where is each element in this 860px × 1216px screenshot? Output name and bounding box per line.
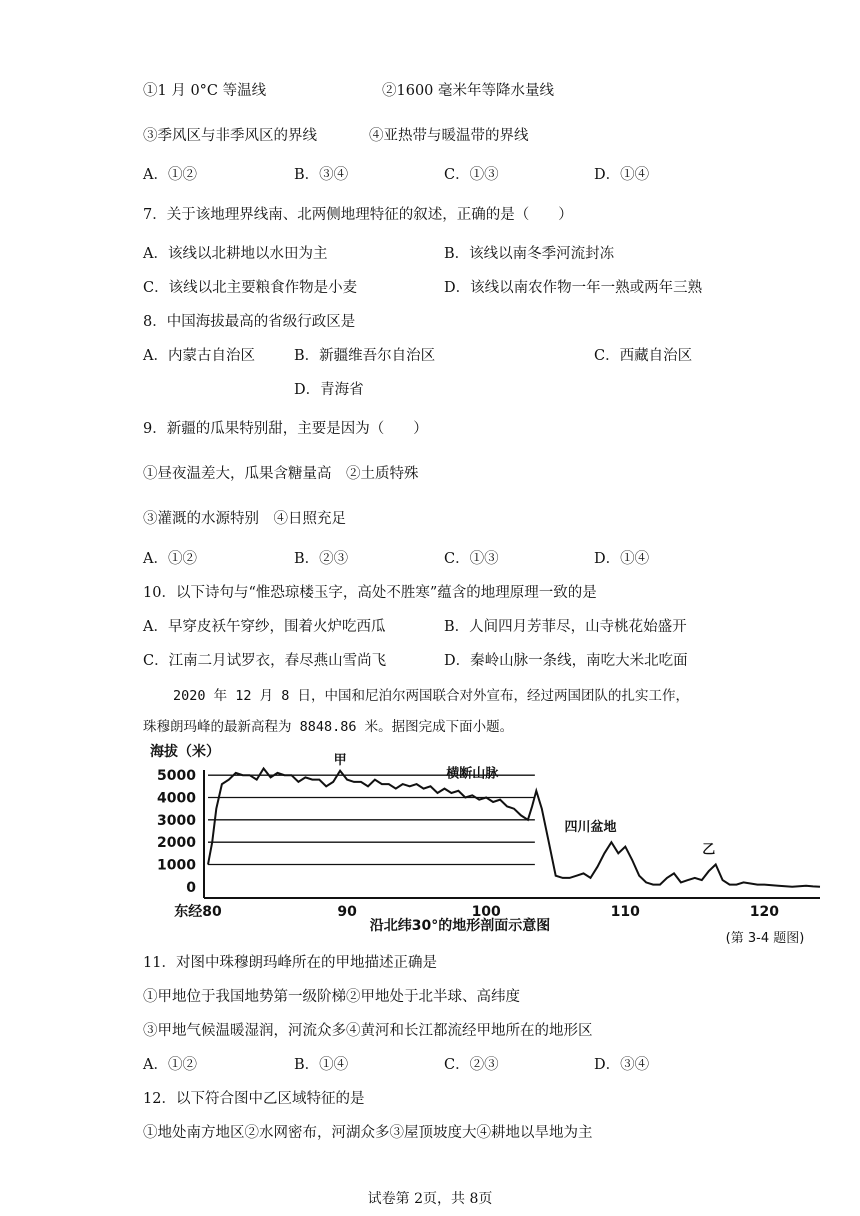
q11-option-c[interactable]: C．②③ (444, 1057, 499, 1073)
q6-option-c[interactable]: C．①③ (444, 167, 499, 183)
q7-option-d[interactable]: D．该线以南农作物一年一熟或两年三熟 (444, 280, 703, 296)
q9-stem: 9．新疆的瓜果特别甜，主要是因为（ ） (143, 421, 428, 437)
q9-option-d[interactable]: D．①④ (594, 551, 650, 567)
q10-option-c[interactable]: C．江南二月试罗衣，春尽燕山雪尚飞 (143, 653, 387, 669)
q11-stem: 11．对图中珠穆朗玛峰所在的甲地描述正确是 (143, 955, 437, 971)
page-footer: 试卷第 2页，共 8页 (367, 1191, 493, 1207)
y-tick-label: 4000 (157, 790, 196, 807)
q9-option-b[interactable]: B．②③ (294, 551, 349, 567)
q7-option-b[interactable]: B．该线以南冬季河流封冻 (444, 246, 615, 262)
q12-stem: 12．以下符合图中乙区域特征的是 (143, 1091, 365, 1107)
q11-option-d[interactable]: D．③④ (594, 1057, 650, 1073)
y-tick-label: 1000 (157, 857, 196, 874)
q8-stem: 8．中国海拔最高的省级行政区是 (143, 314, 356, 330)
q12-item-line-1: ①地处南方地区②水网密布，河湖众多③屋顶坡度大④耕地以旱地为主 (143, 1125, 593, 1141)
chart-caption: (第 3-4 题图) (725, 931, 805, 945)
q6-item-3: ③季风区与非季风区的界线 (143, 128, 317, 144)
passage-line-2: 珠穆朗玛峰的最新高程为 8848.86 米。据图完成下面小题。 (143, 719, 514, 735)
y-tick-label: 3000 (157, 812, 196, 829)
q9-option-a[interactable]: A．①② (143, 551, 197, 567)
q7-stem: 7．关于该地理界线南、北两侧地理特征的叙述，正确的是（ ） (143, 207, 573, 223)
q6-option-a[interactable]: A．①② (143, 167, 197, 183)
y-axis-label: 海拔（米） (150, 744, 220, 760)
q10-stem: 10．以下诗句与“惟恐琼楼玉字，高处不胜寒”蕴含的地理原理一致的是 (143, 585, 597, 601)
x-tick-label: 东经80 (174, 904, 222, 920)
q7-option-a[interactable]: A．该线以北耕地以水田为主 (143, 246, 328, 262)
q8-option-d[interactable]: D．青海省 (294, 382, 364, 398)
q10-option-a[interactable]: A．早穿皮袄午穿纱，围着火炉吃西瓜 (143, 619, 386, 635)
q11-option-b[interactable]: B．①④ (294, 1057, 349, 1073)
q10-option-b[interactable]: B．人间四月芳菲尽，山寺桃花始盛开 (444, 619, 687, 635)
annotation-label: 甲 (333, 753, 347, 768)
x-tick-label: 100 (471, 904, 501, 920)
q11-item-line-2: ③甲地气候温暖湿润，河流众多④黄河和长江都流经甲地所在的地形区 (143, 1023, 593, 1039)
annotation-label: 四川盆地 (564, 820, 617, 835)
terrain-profile-chart (140, 740, 830, 945)
q8-option-b[interactable]: B．新疆维吾尔自治区 (294, 348, 436, 364)
x-tick-label: 120 (749, 904, 779, 920)
q11-option-a[interactable]: A．①② (143, 1057, 197, 1073)
q8-option-a[interactable]: A．内蒙古自治区 (143, 348, 255, 364)
q6-option-d[interactable]: D．①④ (594, 167, 650, 183)
chart-title: 沿北纬30°的地形剖面示意图 (369, 918, 551, 934)
y-tick-labels (157, 768, 196, 896)
passage-line-1: 2020 年 12 月 8 日，中国和尼泊尔两国联合对外宣布，经过两国团队的扎实工作， (173, 688, 690, 704)
x-tick-label: 110 (610, 904, 640, 920)
q6-item-1: ①1 月 0°C 等温线 (143, 83, 267, 99)
y-tick-label: 5000 (157, 768, 196, 785)
q6-option-b[interactable]: B．③④ (294, 167, 349, 183)
q6-item-4: ④亚热带与暖温带的界线 (369, 128, 529, 144)
y-tick-label: 2000 (157, 835, 196, 852)
q8-option-c[interactable]: C．西藏自治区 (594, 348, 693, 364)
chart-grid (208, 775, 535, 864)
annotation-label: 横断山脉 (446, 766, 499, 782)
q9-item-line-1: ①昼夜温差大，瓜果含糖量高 ②土质特殊 (143, 466, 419, 482)
q9-item-line-2: ③灌溉的水源特别 ④日照充足 (143, 511, 346, 527)
q6-item-2: ②1600 毫米年等降水量线 (382, 83, 555, 99)
annotation-label: 乙 (702, 842, 716, 858)
q10-option-d[interactable]: D．秦岭山脉一条线，南吃大米北吃面 (444, 653, 688, 669)
q11-item-line-1: ①甲地位于我国地势第一级阶梯②甲地处于北半球、高纬度 (143, 989, 520, 1005)
q7-option-c[interactable]: C．该线以北主要粮食作物是小麦 (143, 280, 358, 296)
terrain-profile-line (208, 769, 820, 887)
q9-option-c[interactable]: C．①③ (444, 551, 499, 567)
x-tick-label: 90 (337, 904, 357, 920)
y-tick-label: 0 (186, 879, 196, 896)
